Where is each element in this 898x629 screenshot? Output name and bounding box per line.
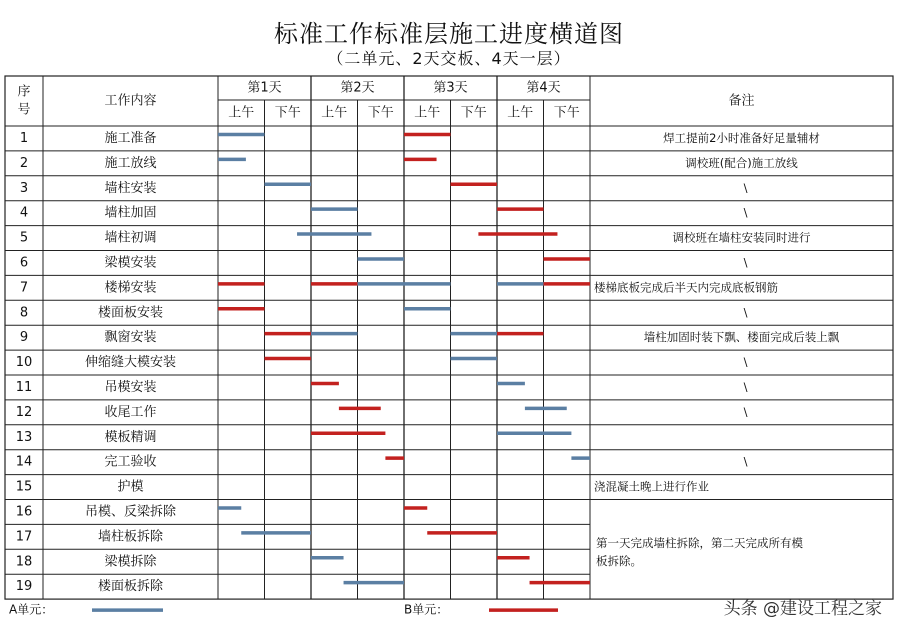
row-task: 楼面板拆除 [97,579,164,595]
row-task: 伸缩缝大模安装 [84,355,177,371]
row-task: 飘窗安装 [104,330,157,346]
header-half-am: 上午 [321,105,348,121]
header-half-am: 上午 [414,105,441,121]
row-task: 墙柱加固 [104,205,157,221]
row-task: 墙柱板拆除 [97,529,164,545]
header-half-am: 上午 [507,105,534,121]
watermark: 头条 @建设工程之家 [723,599,882,619]
row-task: 施工准备 [104,130,157,146]
row-task: 墙柱安装 [104,180,157,196]
row-task: 梁模安装 [104,255,157,271]
row-task: 完工验收 [104,454,157,470]
row-number: 7 [19,280,29,296]
row-task: 护模 [117,479,144,495]
row-task: 楼面板安装 [97,305,164,321]
legend-b-label: B单元： [404,602,449,617]
row-number: 14 [15,454,33,470]
row-remark: \ [743,454,748,469]
row-remark: \ [743,180,748,195]
header-half-pm: 下午 [553,105,580,121]
row-remark: 焊工提前2小时准备好足量辅材 [663,130,820,145]
row-task: 吊模、反梁拆除 [84,504,177,520]
row-number: 13 [15,429,33,445]
header-task: 工作内容 [104,93,157,109]
row-number: 4 [19,205,29,221]
header-day-2: 第2天 [340,80,375,96]
header-day-4: 第4天 [526,80,561,96]
legend-a-label: A单元： [9,602,54,617]
row-number: 11 [15,379,33,395]
row-task: 施工放线 [104,155,157,171]
row-number: 5 [19,230,29,246]
row-remark: 浇混凝土晚上进行作业 [594,479,709,494]
merged-remark: 第一天完成墙柱拆除，第二天完成所有模 [596,535,803,550]
row-number: 6 [19,255,29,271]
row-remark: \ [743,379,748,394]
row-task: 梁模拆除 [104,554,157,570]
page-subtitle: （二单元、2天交板、4天一层） [327,49,571,68]
row-number: 18 [15,554,33,570]
row-number: 15 [15,479,33,495]
row-task: 收尾工作 [104,404,157,420]
row-number: 17 [15,529,33,545]
row-remark: 调校班在墙柱安装同时进行 [672,230,811,245]
header-seq: 号 [17,102,31,118]
header-day-3: 第3天 [433,80,468,96]
row-remark: 墙柱加固时装下飘、楼面完成后装上飘 [643,330,840,345]
header-half-pm: 下午 [274,105,301,121]
row-number: 3 [19,180,29,196]
row-task: 楼梯安装 [104,280,157,296]
row-task: 吊模安装 [104,379,157,395]
row-number: 8 [19,305,29,321]
header-half-am: 上午 [228,105,255,121]
row-task: 墙柱初调 [104,230,157,246]
row-remark: \ [743,355,748,370]
header-seq: 序 [17,84,31,100]
header-remark: 备注 [728,93,755,109]
row-remark: 楼梯底板完成后半天内完成底板钢筋 [594,280,778,295]
row-remark: \ [743,305,748,320]
row-number: 10 [15,355,33,371]
row-number: 12 [15,404,33,420]
row-number: 16 [15,504,33,520]
header-half-pm: 下午 [460,105,487,121]
header-half-pm: 下午 [367,105,394,121]
row-remark: \ [743,404,748,419]
row-remark: \ [743,255,748,270]
merged-remark: 板拆除。 [596,553,642,568]
row-number: 1 [19,130,29,146]
row-task: 模板精调 [104,429,157,445]
row-number: 9 [19,330,29,346]
row-remark: 调校班(配合)施工放线 [685,155,798,170]
row-number: 19 [15,579,33,595]
row-number: 2 [19,155,29,171]
row-remark: \ [743,205,748,220]
header-day-1: 第1天 [247,80,282,96]
page-title: 标准工作标准层施工进度横道图 [274,20,624,48]
